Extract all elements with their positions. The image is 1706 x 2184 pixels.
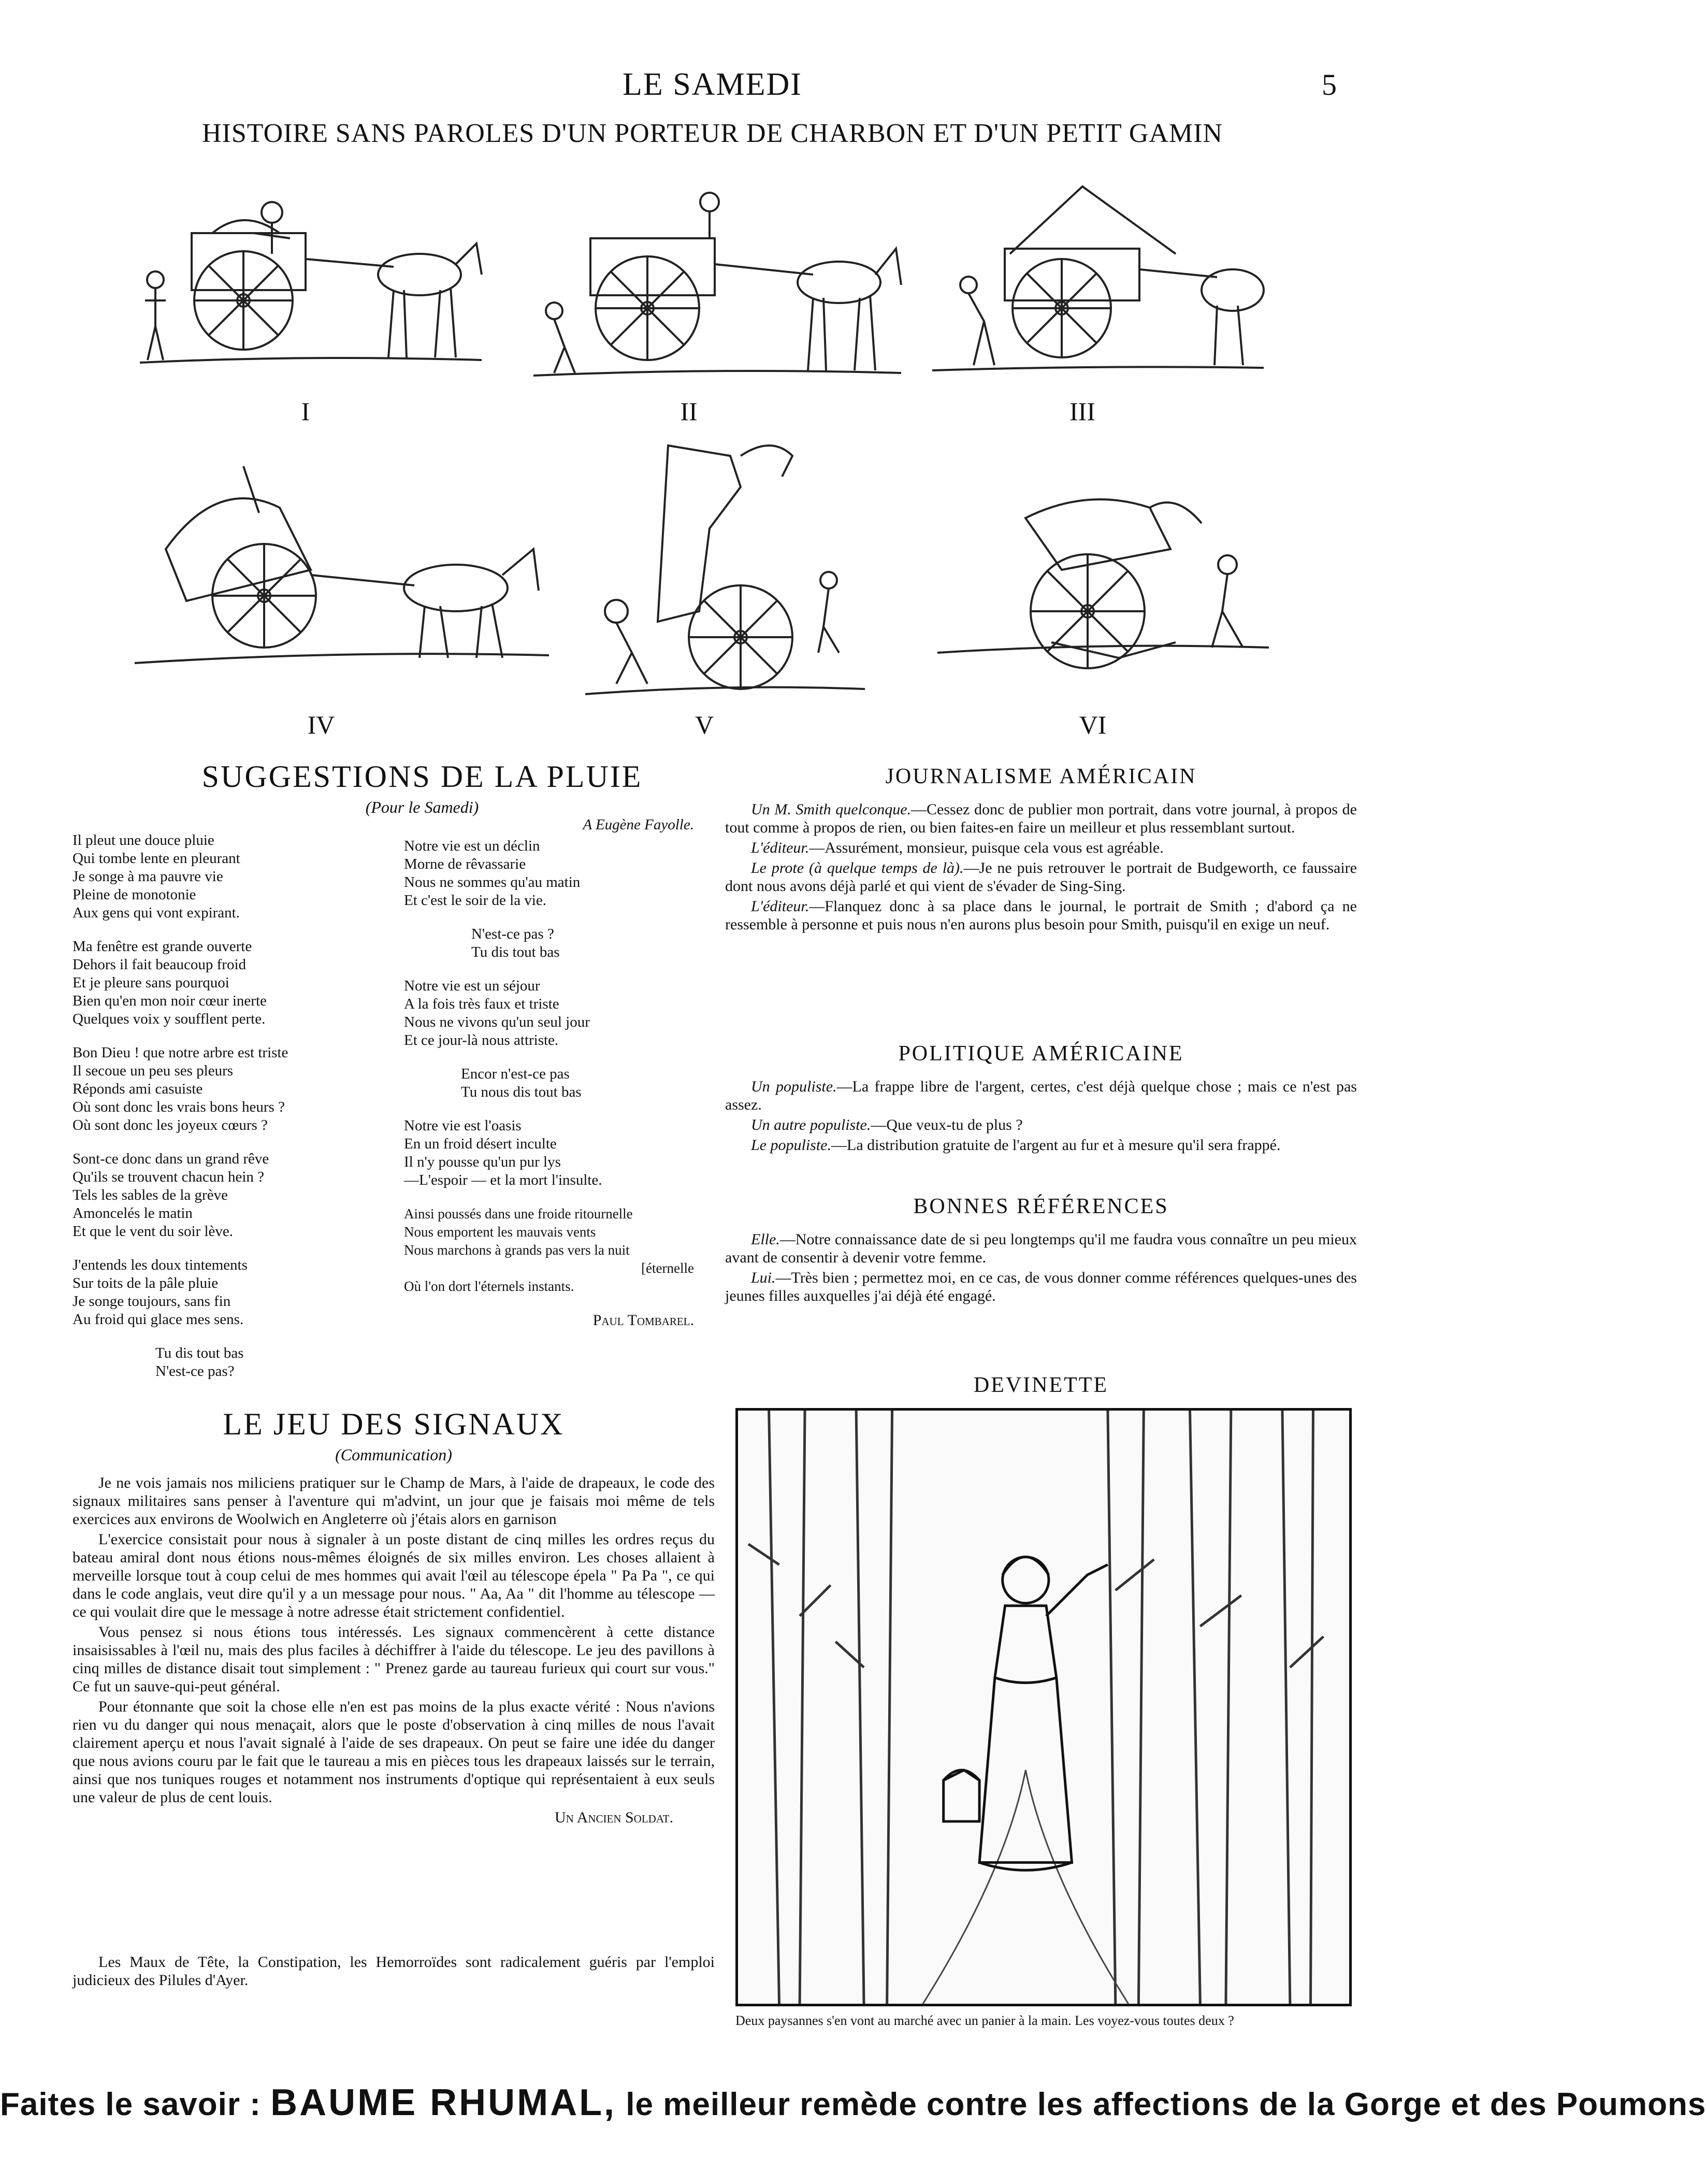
verse-line: Notre vie est un déclin [404,838,540,854]
devinette-caption-box [735,2013,1357,2031]
poem-dedication: A Eugène Fayolle. [583,816,694,833]
panel-numeral-6: VI [1079,710,1107,739]
verse-line: Tu nous dis tout bas [461,1084,582,1100]
cart-illustration [124,446,559,673]
verse-line: Ainsi poussés dans une froide ritournelle [404,1206,633,1222]
line-text: —Je ne puis retrouver le portrait de Budgeworth, ce faussaire dont nous avons déjà parlé et qui vient de s'évader de Sing-Sing. [725,859,1357,895]
cart-illustration [523,171,906,389]
speaker: Elle. [751,1231,780,1248]
baume-rhumal-advertisement [0,2081,1706,2124]
verse-line: Tu dis tout bas [471,944,560,960]
verse-line: Pleine de monotonie [73,886,196,903]
poem-subtitle: (Pour le Samedi) [365,798,479,816]
comic-strip-title: HISTOIRE SANS PAROLES D'UN PORTEUR DE CHARBON ET D'UN PETIT GAMIN [201,119,1223,148]
line-text: —Cessez donc de publier mon portrait, dans votre journal, à propos de tout comme à propos de rien, ou bien faites-en faire un meilleur et plus ressemblant surtout. [725,801,1357,836]
poem-title: SUGGESTIONS DE LA PLUIE [201,759,643,794]
verse-line: —L'espoir — et la mort l'insulte. [404,1172,602,1188]
verse-line: Sont-ce donc dans un grand rêve [73,1151,269,1167]
verse-line: Nous marchons à grands pas vers la nuit [404,1242,630,1258]
verse-line: Ma fenêtre est grande ouverte [73,938,252,955]
poem-refrain [404,925,694,961]
article-paragraph: L'exercice consistait pour nous à signaler à un poste distant de cinq milles les ordres reçus du bateau amiral dont nous étions nous-mêmes éloignés de six milles environ. Les choses allaient à merveille lorsque tout à coup celui de mes hommes qui avait l'œil au télescope épela " Pa Pa ", ce qui dans le code anglais, veut dire qu'il y a un message pour nous. " Aa, Aa " dit l'homme au télescope — ce qui voulait dire que le message à notre adresse était strictement confidentiel. [73,1531,715,1620]
panel-numeral-1: I [301,397,310,426]
masthead: LE SAMEDI [623,67,802,102]
verse-line: Il secoue un peu ses pleurs [73,1062,234,1079]
verse-line: Réponds ami casuiste [73,1081,203,1097]
verse-line: Je songe toujours, sans fin [73,1293,231,1310]
verse-line: Je songe à ma pauvre vie [73,868,223,885]
speaker: L'éditeur. [751,898,809,915]
verse-line: Qu'ils se trouvent chacun hein ? [73,1169,265,1185]
references-body [725,1230,1357,1307]
dialogue-line [725,800,1357,837]
article-body [73,1474,715,1827]
dialogue-line [725,1116,1357,1134]
verse-line: Nous ne vivons qu'un seul jour [404,1014,590,1030]
verse-line: Où l'on dort l'éternels instants. [404,1278,574,1294]
politique-body [725,1077,1357,1156]
verse-line: Bon Dieu ! que notre arbre est triste [73,1044,288,1061]
poem-stanza [404,977,694,1050]
politique-title: POLITIQUE AMÉRICAINE [898,1042,1184,1066]
verse-line: Tels les sables de la grève [73,1187,228,1203]
dialogue-line [725,839,1357,857]
references-title: BONNES RÉFÉRENCES [913,1195,1169,1218]
article-paragraph: Pour étonnante que soit la chose elle n'en est pas moins de la plus exacte vérité : Nous n'avions rien vu du danger qui nous menaçait, alors que le poste d'observation à cinq milles de nous l'avait clairement aperçu et nous l'avait signalé à l'aide de ses drapeaux. On peut se faire une idée du danger que nous avions couru par le fait que le taureau a mis en pièces tous les drapeaux laissés sur le terrain, ainsi que nos tuniques rouges et notamment nos instruments d'optique qui représentaient à eux seuls une valeur de plus de cent louis. [73,1698,715,1806]
ayer-advertisement [73,1953,715,1991]
verse-line: Et je pleure sans pourquoi [73,974,229,991]
verse-line: Et que le vent du soir lève. [73,1223,234,1240]
verse-line: Bien qu'en mon noir cœur inerte [73,993,267,1009]
panel-numeral-5: V [695,710,714,739]
speaker: Un populiste. [751,1078,837,1095]
speaker: Le populiste. [751,1137,831,1154]
line-text: —La distribution gratuite de l'argent au fur et à mesure qu'il sera frappé. [831,1137,1281,1154]
verse-line: Notre vie est un séjour [404,978,540,994]
verse-line: Nous ne sommes qu'au matin [404,874,581,890]
verse-line: Morne de rêvassarie [404,856,526,872]
devinette-illustration [735,1408,1352,2006]
poem-left-column [73,831,394,1396]
verse-line: N'est-ce pas? [155,1363,235,1380]
comic-panel-5 [575,425,875,705]
poem-stanza [404,837,694,910]
dialogue-line [725,1230,1357,1267]
dialogue-line [725,859,1357,895]
dialogue-line [725,1077,1357,1114]
page-number: 5 [1322,68,1337,102]
verse-line: [éternelle [641,1260,694,1276]
verse-line: Il pleut une douce pluie [73,832,214,849]
poem-stanza [404,1117,694,1189]
verse-line: J'entends les doux tintements [73,1257,248,1273]
devinette-caption: Deux paysannes s'en vont au marché avec un panier à la main. Les voyez-vous toutes deux ? [735,2013,1234,2028]
poem-stanza [73,831,394,922]
line-text: —Flanquez donc à sa place dans le journal, le portrait de Smith ; d'abord ça ne ressemble à personne et puis nous n'en aurons plus besoin pour Smith, puisqu'il en exige un neuf. [725,898,1357,933]
dialogue-line [725,1269,1357,1305]
verse-line: Il n'y pousse qu'un pur lys [404,1154,561,1170]
article-signature: Un Ancien Soldat. [554,1809,673,1826]
speaker: Le prote (à quelque temps de là). [751,859,964,877]
verse-line: Sur toits de la pâle pluie [73,1275,219,1291]
verse-line: Dehors il fait beaucoup froid [73,956,247,973]
speaker: L'éditeur. [751,839,809,856]
poem-refrain [73,1344,394,1381]
verse-line: Tu dis tout bas [155,1345,244,1361]
article-subtitle: (Communication) [335,1445,452,1464]
journalisme-title: JOURNALISME AMÉRICAIN [885,765,1197,788]
poem-stanza [73,938,394,1028]
comic-panel-2 [523,171,906,389]
verse-line: Encor n'est-ce pas [461,1066,570,1082]
dialogue-line [725,1136,1357,1154]
verse-line: Et ce jour-là nous attriste. [404,1032,559,1048]
article-paragraph: Vous pensez si nous étions tous intéressés. Les signaux commencèrent à cette distance insaisissables à l'œil nu, mais des plus faciles à déchiffrer à l'aide du télescope. Le jeu des pavillons à cinq milles de distance disait tout simplement : " Prenez garde au taureau furieux qui court sur vous." Ce fut un sauve-qui-peut général. [73,1623,715,1695]
cart-illustration [932,487,1274,705]
panel-numeral-2: II [680,397,698,426]
line-text: —Assurément, monsieur, puisque cela vous est agréable. [809,839,1164,856]
dialogue-line [725,897,1357,933]
comic-panel-4 [124,446,559,673]
panel-numeral-3: III [1069,397,1095,426]
verse-line: Et c'est le soir de la vie. [404,892,546,909]
comic-panel-1 [124,155,487,373]
speaker: Un M. Smith quelconque. [751,801,912,818]
footer-lead: Faites le savoir : [0,2087,261,2122]
poem-stanza [73,1150,394,1241]
line-text: —Notre connaissance date de si peu longtemps qu'il me faudra vous connaître un peu mieux avant de consentir à devenir votre femme. [725,1231,1357,1266]
verse-line: En un froid désert inculte [404,1136,557,1152]
cart-illustration [124,155,487,373]
article-title: LE JEU DES SIGNAUX [223,1407,565,1441]
journalisme-body [725,800,1357,936]
devinette-title: DEVINETTE [973,1373,1109,1397]
verse-line: Quelques voix y soufflent perte. [73,1011,266,1027]
footer-brand: BAUME RHUMAL, [270,2082,617,2123]
verse-line: A la fois très faux et triste [404,996,559,1012]
speaker: Lui. [751,1269,776,1286]
line-text: —La frappe libre de l'argent, certes, c'est déjà quelque chose ; mais ce n'est pas assez. [725,1078,1357,1113]
cart-illustration [575,425,875,705]
poem-stanza [73,1256,394,1329]
comic-panel-3 [927,166,1269,383]
verse-line: N'est-ce pas ? [471,926,554,942]
verse-line: Aux gens qui vont expirant. [73,904,240,921]
line-text: —Très bien ; permettez moi, en ce cas, de vous donner comme références quelques-unes des jeunes filles auxquelles j'ai déjà été engagé. [725,1269,1357,1304]
ayer-ad-text: Les Maux de Tête, la Constipation, les Hemorroïdes sont radicalement guéris par l'emploi judicieux des Pilules d'Ayer. [73,1953,715,1989]
verse-line: Où sont donc les joyeux cœurs ? [73,1117,268,1133]
poem-right-column [404,816,694,1329]
verse-line: Nous emportent les mauvais vents [404,1224,596,1240]
verse-line: Au froid qui glace mes sens. [73,1311,244,1328]
line-text: —Que veux-tu de plus ? [871,1116,1023,1133]
speaker: Un autre populiste. [751,1116,871,1133]
verse-line: Qui tombe lente en pleurant [73,850,240,867]
verse-line: Amoncelés le matin [73,1205,193,1222]
verse-line: Où sont donc les vrais bons heurs ? [73,1099,285,1115]
footer-tail: le meilleur remède contre les affections de la Gorge et des Poumons [626,2087,1706,2122]
cart-illustration [927,166,1269,383]
poem-signature: Paul Tombarel. [592,1312,694,1329]
poem-refrain [404,1065,694,1101]
poem-stanza [73,1044,394,1134]
verse-line: Notre vie est l'oasis [404,1117,522,1134]
poem-stanza [404,1205,694,1296]
forest-puzzle-drawing [738,1411,1349,2004]
panel-numeral-4: IV [307,710,335,739]
article-paragraph: Je ne vois jamais nos miliciens pratiquer sur le Champ de Mars, à l'aide de drapeaux, le code des signaux militaires sans penser à l'aventure qui m'advint, un jour que je faisais moi même de tels exercices aux environs de Woolwich en Angleterre où j'étais alors en garnison [73,1474,715,1528]
comic-panel-6 [932,487,1274,705]
